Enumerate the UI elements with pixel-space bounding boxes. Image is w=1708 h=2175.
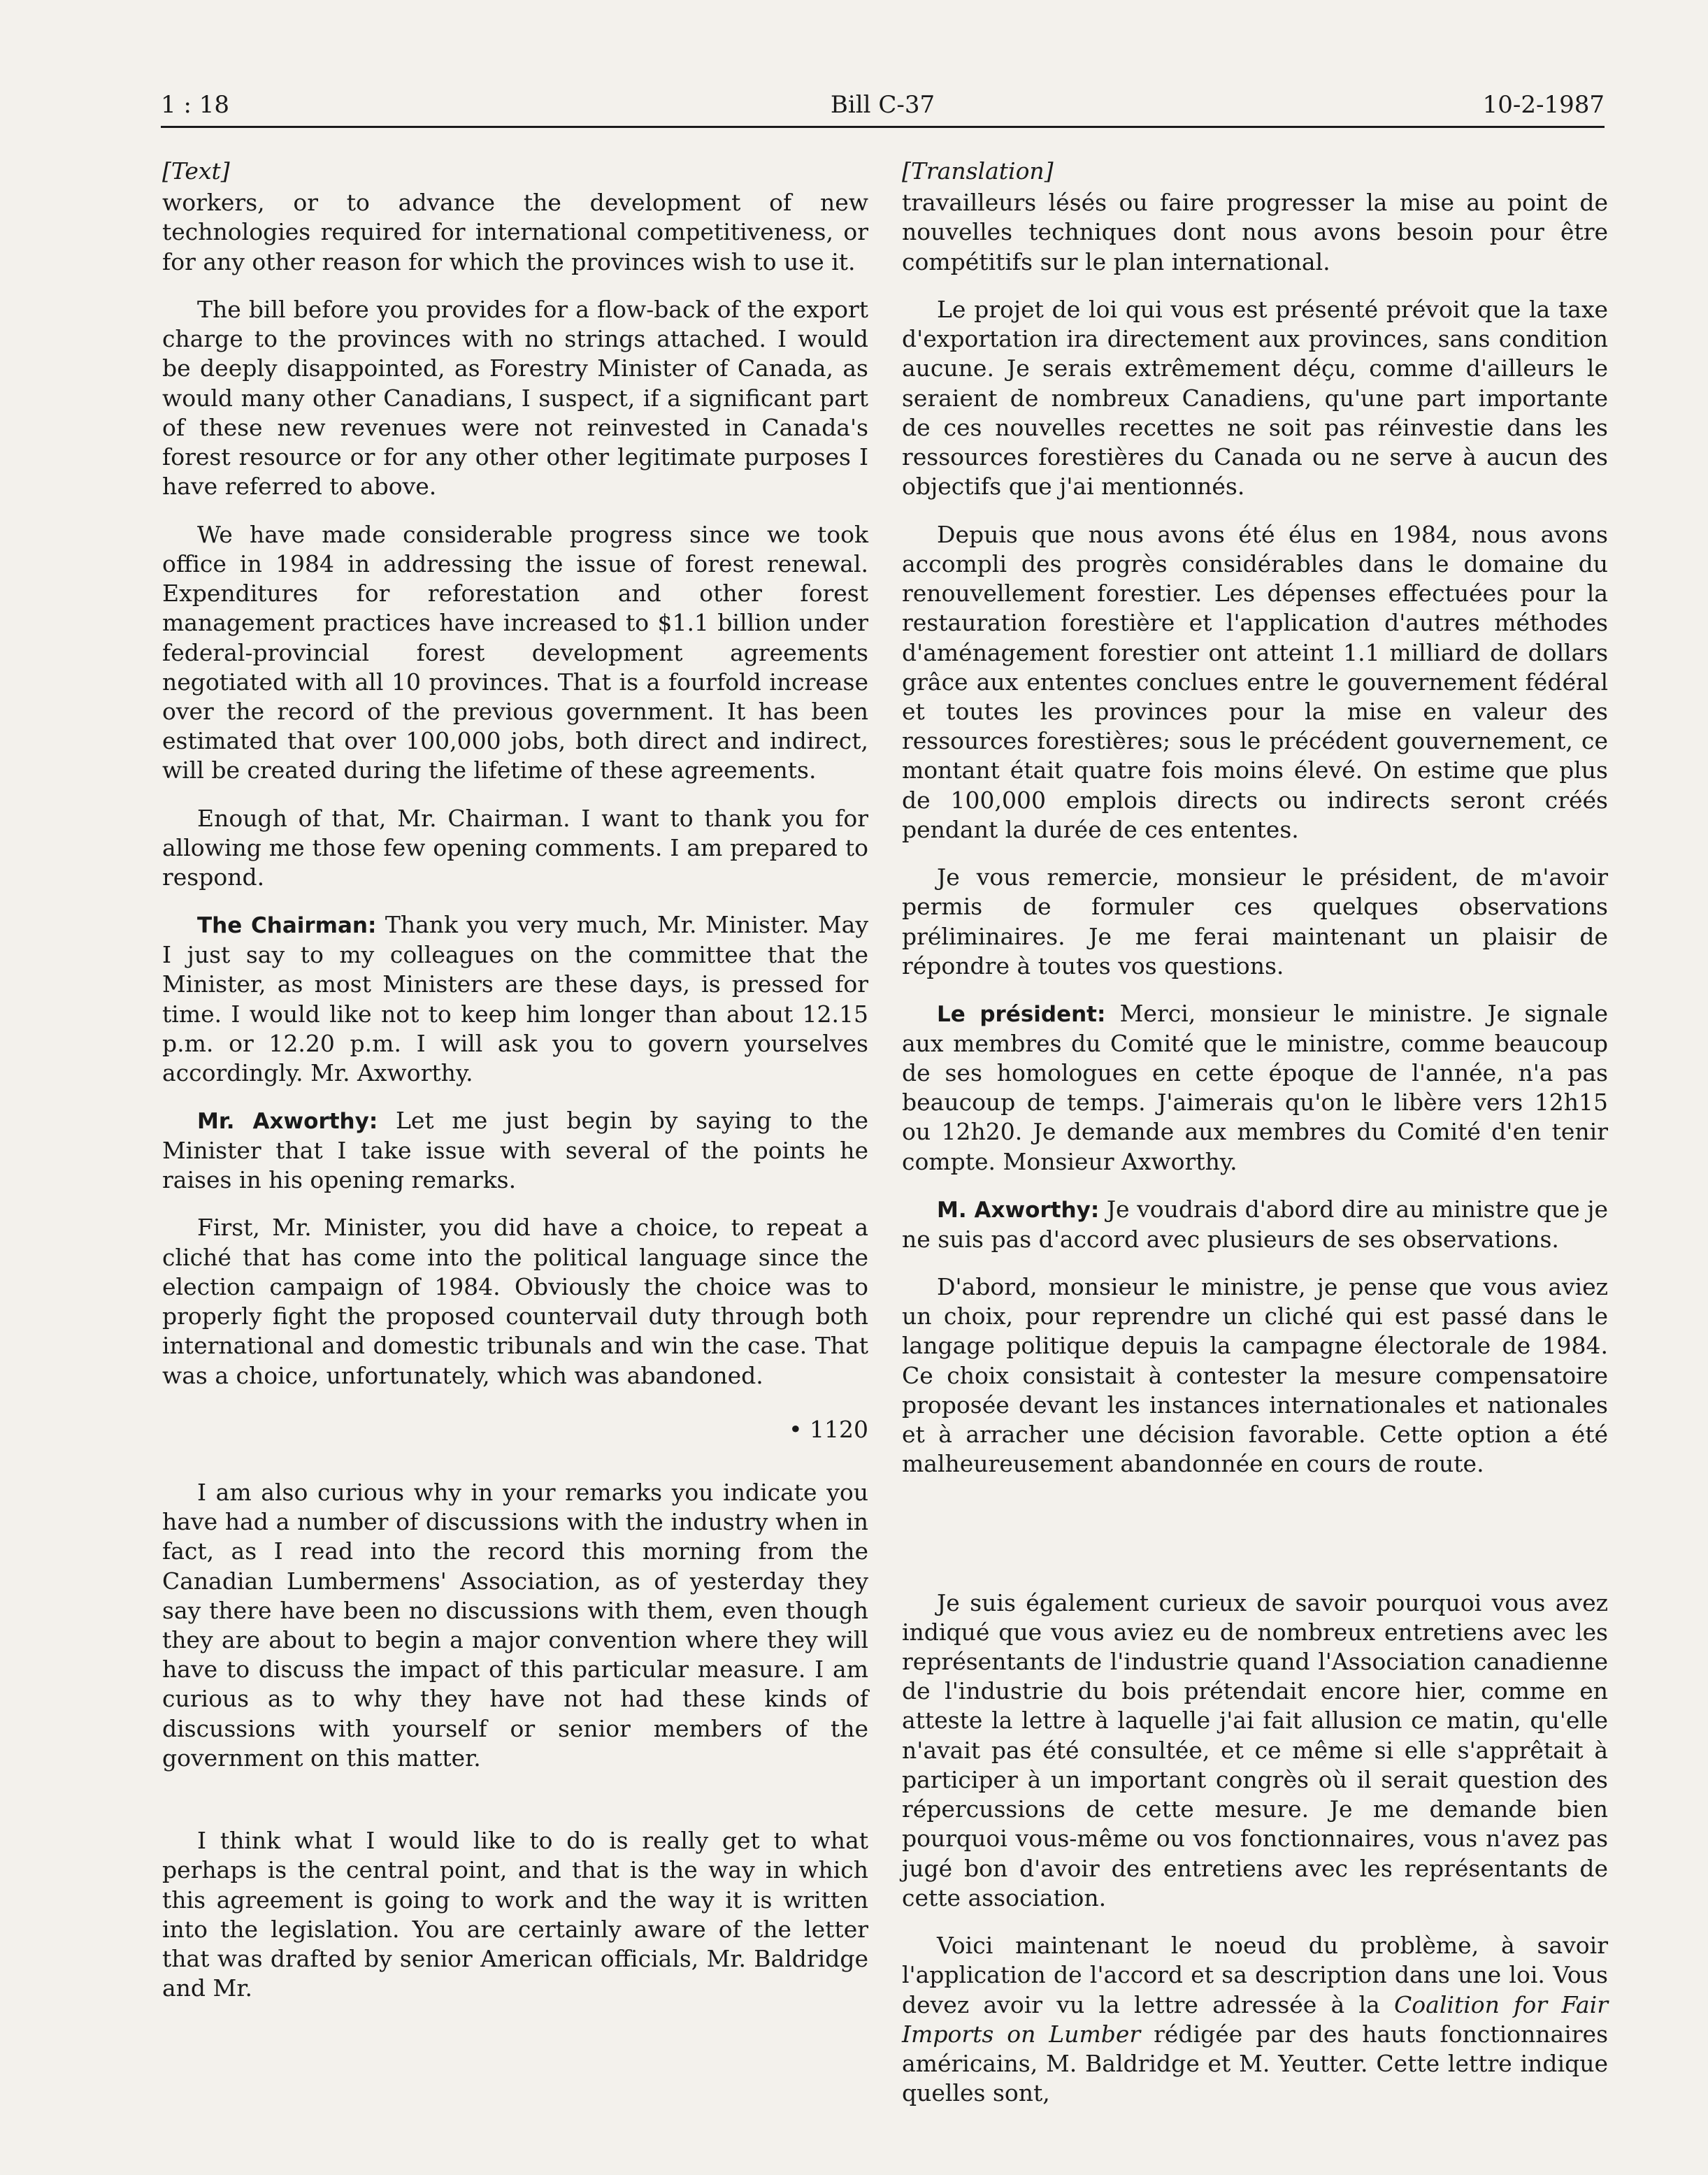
paragraph: Depuis que nous avons été élus en 1984, nous avons accompli des progrès considérables dans le domaine du renouvellement forestier. Les dépenses effectuées pour la restauration forestière et l'application d'autres méthodes d'aménagement forestier ont atteint 1.1 milliard de dollars grâce aux ententes conclues entre le gouvernement fédéral et toutes les provinces pour la mise en valeur des ressources forestières; sous le précédent gouvernement, ce montant était quatre fois moins élevé. On estime que plus de 100,000 emplois directs ou indirects seront créés pendant la durée de ces ententes.	[902, 520, 1608, 843]
header-rule	[161, 126, 1605, 128]
speaker-paragraph	[162, 910, 868, 1088]
speaker-name: M. Axworthy:	[937, 1197, 1100, 1223]
paragraph-text: rédigée par des hauts fonctionnaires américains, M. Baldridge et M. Yeutter. Cette lettre indique quelles sont,	[902, 2020, 1608, 2107]
speech-text: Merci, monsieur le ministre. Je signale aux membres du Comité que le ministre, comme beaucoup de ses homologues en cette époque de l'année, n'a pas beaucoup de temps. J'aimerais qu'on le libère vers 12h15 ou 12h20. Je demande aux membres du Comité d'en tenir compte. Monsieur Axworthy.	[902, 1000, 1608, 1175]
paragraph: We have made considerable progress since we took office in 1984 in addressing the issue of forest renewal. Expenditures for reforestation and other forest management practices have increased to $1.1 billion under federal-provincial forest development agreements negotiated with all 10 provinces. That is a fourfold increase over the record of the previous government. It has been estimated that over 100,000 jobs, both direct and indirect, will be created during the lifetime of these agreements.	[162, 520, 868, 784]
paragraph: First, Mr. Minister, you did have a choice, to repeat a cliché that has come into the political language since the election campaign of 1984. Obviously the choice was to properly fight the proposed countervail duty through both international and domestic tribunals and win the case. That was a choice, unfortunately, which was abandoned.	[162, 1214, 868, 1389]
paragraph: workers, or to advance the development of new technologies required for international competitiveness, or for any other reason for which the provinces wish to use it.	[162, 189, 868, 275]
english-column	[162, 157, 868, 2022]
paragraph: travailleurs lésés ou faire progresser la mise au point de nouvelles techniques dont nous avons besoin pour être compétitifs sur le plan international.	[902, 189, 1608, 275]
paragraph	[902, 1931, 1608, 2108]
italic-title: Coalition for Fair Imports on Lumber	[902, 1990, 1608, 2048]
speech-text: Je voudrais d'abord dire au ministre que je ne suis pas d'accord avec plusieurs de ses observations.	[902, 1195, 1609, 1253]
text-tag: [Text]	[162, 157, 230, 185]
paragraph: Je vous remercie, monsieur le président, de m'avoir permis de formuler ces quelques observations préliminaires. Je me ferai maintenant un plaisir de répondre à toutes vos questions.	[902, 863, 1608, 979]
paragraph: I think what I would like to do is really get to what perhaps is the central point, and that is the way in which this agreement is going to work and the way it is written into the legislation. You are certainly aware of the letter that was drafted by senior American officials, Mr. Baldridge and Mr.	[162, 1827, 868, 2002]
speaker-paragraph	[902, 999, 1608, 1177]
bill-title: Bill C-37	[830, 91, 935, 119]
translation-tag: [Translation]	[902, 157, 1054, 185]
time-marker: • 1120	[789, 1415, 868, 1443]
paragraph: I am also curious why in your remarks you indicate you have had a number of discussions with the industry when in fact, as I read into the record this morning from the Canadian Lumbermens' Association, as of yesterday they say there have been no discussions with them, even though they are about to begin a major convention where they will have to discuss the impact of this particular measure. I am curious as to why they have not had these kinds of discussions with yourself or senior members of the government on this matter.	[162, 1478, 868, 1772]
paragraph: Je suis également curieux de savoir pourquoi vous avez indiqué que vous aviez eu de nombreux entretiens avec les représentants de l'industrie quand l'Association canadienne de l'industrie du bois prétendait encore hier, comme en atteste la lettre à laquelle j'ai fait allusion ce matin, qu'elle n'avait pas été consultée, et ce même si elle s'apprêtait à participer à un important congrès où il serait question des répercussions de cette mesure. Je me demande bien pourquoi vous-même ou vos fonctionnaires, vous n'avez pas jugé bon d'avoir des entretiens avec les représentants de cette association.	[902, 1588, 1608, 1911]
paragraph: Le projet de loi qui vous est présenté prévoit que la taxe d'exportation ira directement aux provinces, sans condition aucune. Je serais extrêmement déçu, comme d'ailleurs le seraient de nombreux Canadiens, qu'une part importante de ces nouvelles recettes ne soit pas réinvestie dans les ressources forestières du Canada ou ne serve à aucun des objectifs que j'ai mentionnés.	[902, 295, 1608, 501]
speaker-name: Mr. Axworthy:	[197, 1109, 378, 1135]
paragraph: D'abord, monsieur le ministre, je pense que vous aviez un choix, pour reprendre un cliché qui est passé dans le langage politique depuis la campagne électorale de 1984. Ce choix consistait à contester la mesure compensatoire proposée devant les instances internationales et nationales et à arracher une décision favorable. Cette option a été malheureusement abandonnée en cours de route.	[902, 1272, 1608, 1478]
speaker-name: The Chairman:	[197, 913, 377, 939]
spacer	[902, 1498, 1608, 1588]
page-date: 10-2-1987	[1482, 91, 1605, 119]
speaker-paragraph	[162, 1106, 868, 1195]
paragraph: Enough of that, Mr. Chairman. I want to thank you for allowing me those few opening comments. I am prepared to respond.	[162, 804, 868, 891]
french-column	[902, 157, 1608, 2126]
speech-text: Thank you very much, Mr. Minister. May I just say to my colleagues on the committee that the Minister, as most Ministers are these days, is pressed for time. I would like not to keep him longer than about 12.15 p.m. or 12.20 p.m. I will ask you to govern yourselves accordingly. Mr. Axworthy.	[162, 911, 869, 1087]
spacer	[162, 1791, 868, 1826]
speaker-name: Le président:	[937, 1002, 1106, 1028]
paragraph: The bill before you provides for a flow-back of the export charge to the provinces with no strings attached. I would be deeply disappointed, as Forestry Minister of Canada, as would many other Canadians, I suspect, if a significant part of these new revenues were not reinvested in Canada's forest resource or for any other other legitimate purposes I have referred to above.	[162, 295, 868, 501]
speech-text: Let me just begin by saying to the Minister that I take issue with several of the points he raises in his opening remarks.	[162, 1107, 868, 1194]
paragraph-text: Voici maintenant le noeud du problème, à savoir l'application de l'accord et sa description dans une loi. Vous devez avoir vu la lettre adressée à la	[902, 1932, 1608, 2018]
page-number: 1 : 18	[161, 91, 229, 119]
speaker-paragraph	[902, 1195, 1608, 1254]
page-header	[161, 84, 1605, 126]
